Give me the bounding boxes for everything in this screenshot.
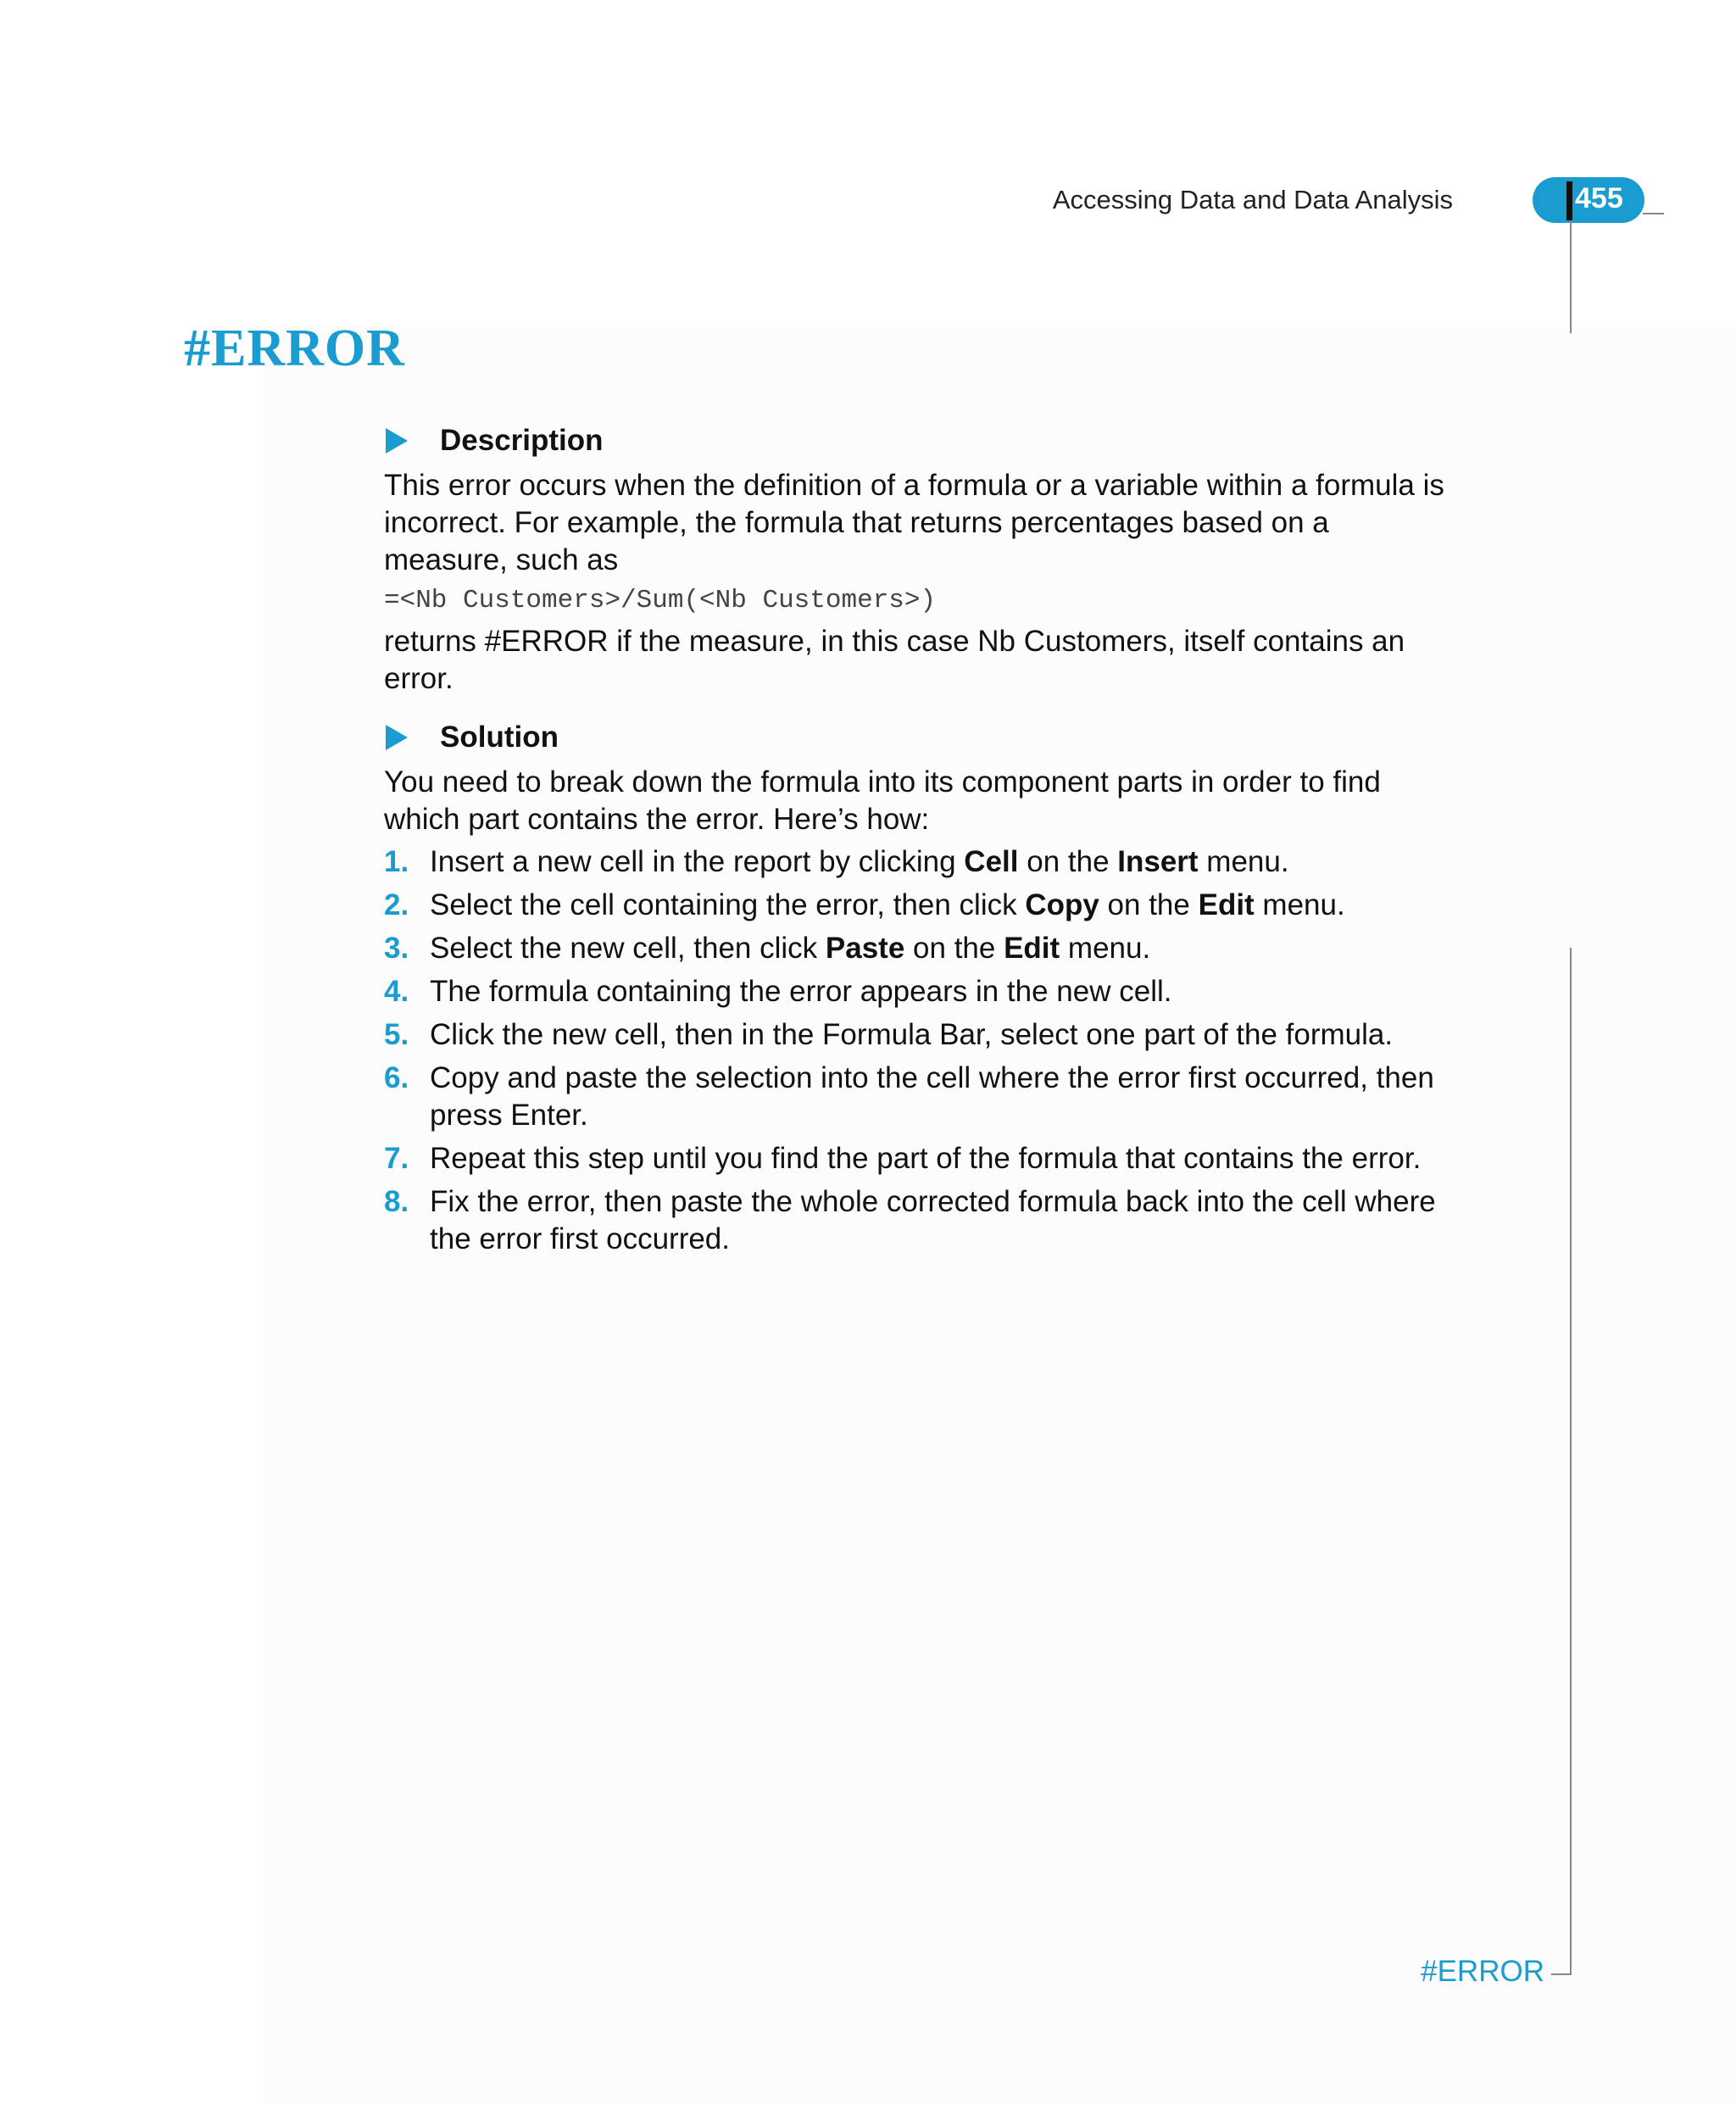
step-item (384, 973, 1461, 1010)
page-tab-marker (1566, 181, 1572, 220)
step-number: 2. (384, 888, 409, 921)
step-item (384, 843, 1461, 881)
step-number: 1. (384, 845, 409, 878)
solution-intro: You need to break down the formula into its component parts in order to find which part contains the error. Here’s how: (384, 765, 1381, 836)
step-menu-term: Edit (1004, 932, 1060, 965)
step-text-fragment: on the (904, 932, 1004, 965)
main-content (384, 420, 1461, 1264)
step-menu-term: Edit (1198, 888, 1255, 921)
tab-rule (1643, 213, 1664, 214)
step-number: 8. (384, 1185, 409, 1218)
step-text-fragment: Copy and paste the selection into the cell where the error first occurred, then press Enter. (430, 1061, 1434, 1132)
description-text: This error occurs when the definition of a formula or a variable within a formula is incorrect. For example, the formula that returns percentages based on a measure, such as (384, 469, 1444, 576)
step-text (430, 1140, 1421, 1177)
step-number: 7. (384, 1142, 409, 1175)
step-text (430, 887, 1345, 924)
step-item (384, 887, 1461, 924)
step-text-fragment: on the (1099, 888, 1199, 921)
step-menu-term: Insert (1117, 845, 1199, 878)
step-text (430, 843, 1289, 881)
solution-title: Solution (440, 721, 559, 754)
step-text (430, 930, 1150, 967)
step-text-fragment: Fix the error, then paste the whole corrected formula back into the cell where the error first occurred. (430, 1185, 1436, 1255)
step-text-fragment: on the (1018, 845, 1118, 878)
formula-code: =<Nb Customers>/Sum(<Nb Customers>) (384, 586, 937, 615)
step-text-fragment: Select the new cell, then click (430, 932, 826, 965)
description-title: Description (440, 424, 604, 457)
step-number: 6. (384, 1061, 409, 1094)
page-title: #ERROR (184, 320, 405, 377)
step-text-fragment: Insert a new cell in the report by clicking (430, 845, 965, 878)
step-menu-term: Copy (1025, 888, 1099, 921)
description-text-continued: returns #ERROR if the measure, in this case Nb Customers, itself contains an error. (384, 625, 1405, 695)
step-text-fragment: menu. (1198, 845, 1289, 878)
margin-rule-top (1570, 220, 1572, 333)
step-number: 4. (384, 975, 409, 1008)
description-heading (384, 420, 1461, 462)
step-text-fragment: menu. (1254, 888, 1345, 921)
step-menu-term: Cell (964, 845, 1019, 878)
step-number: 5. (384, 1018, 409, 1051)
step-text-fragment: The formula containing the error appears in the new cell. (430, 975, 1172, 1008)
step-text (430, 1060, 1461, 1134)
step-text-fragment: Select the cell containing the error, then click (430, 888, 1026, 921)
step-item (384, 1140, 1461, 1177)
step-text-fragment: Click the new cell, then in the Formula Bar, select one part of the formula. (430, 1018, 1394, 1051)
step-text (430, 1016, 1393, 1054)
step-text (430, 1183, 1461, 1258)
running-head: Accessing Data and Data Analysis (1052, 185, 1453, 214)
step-item (384, 1183, 1461, 1258)
step-text (430, 973, 1171, 1010)
triangle-bullet-icon (386, 725, 408, 750)
step-item (384, 1016, 1461, 1054)
triangle-bullet-icon (386, 428, 408, 454)
page-number: 455 (1575, 182, 1623, 214)
footer-label: #ERROR (1421, 1955, 1544, 1988)
solution-heading (384, 716, 1461, 759)
solution-steps (384, 843, 1461, 1258)
margin-rule-bottom (1570, 948, 1572, 1975)
step-menu-term: Paste (825, 932, 905, 965)
step-number: 3. (384, 932, 409, 965)
step-text-fragment: menu. (1060, 932, 1151, 965)
step-text-fragment: Repeat this step until you find the part of the formula that contains the error. (430, 1142, 1422, 1175)
step-item (384, 1060, 1461, 1134)
step-item (384, 930, 1461, 967)
margin-rule-foot (1551, 1973, 1572, 1975)
